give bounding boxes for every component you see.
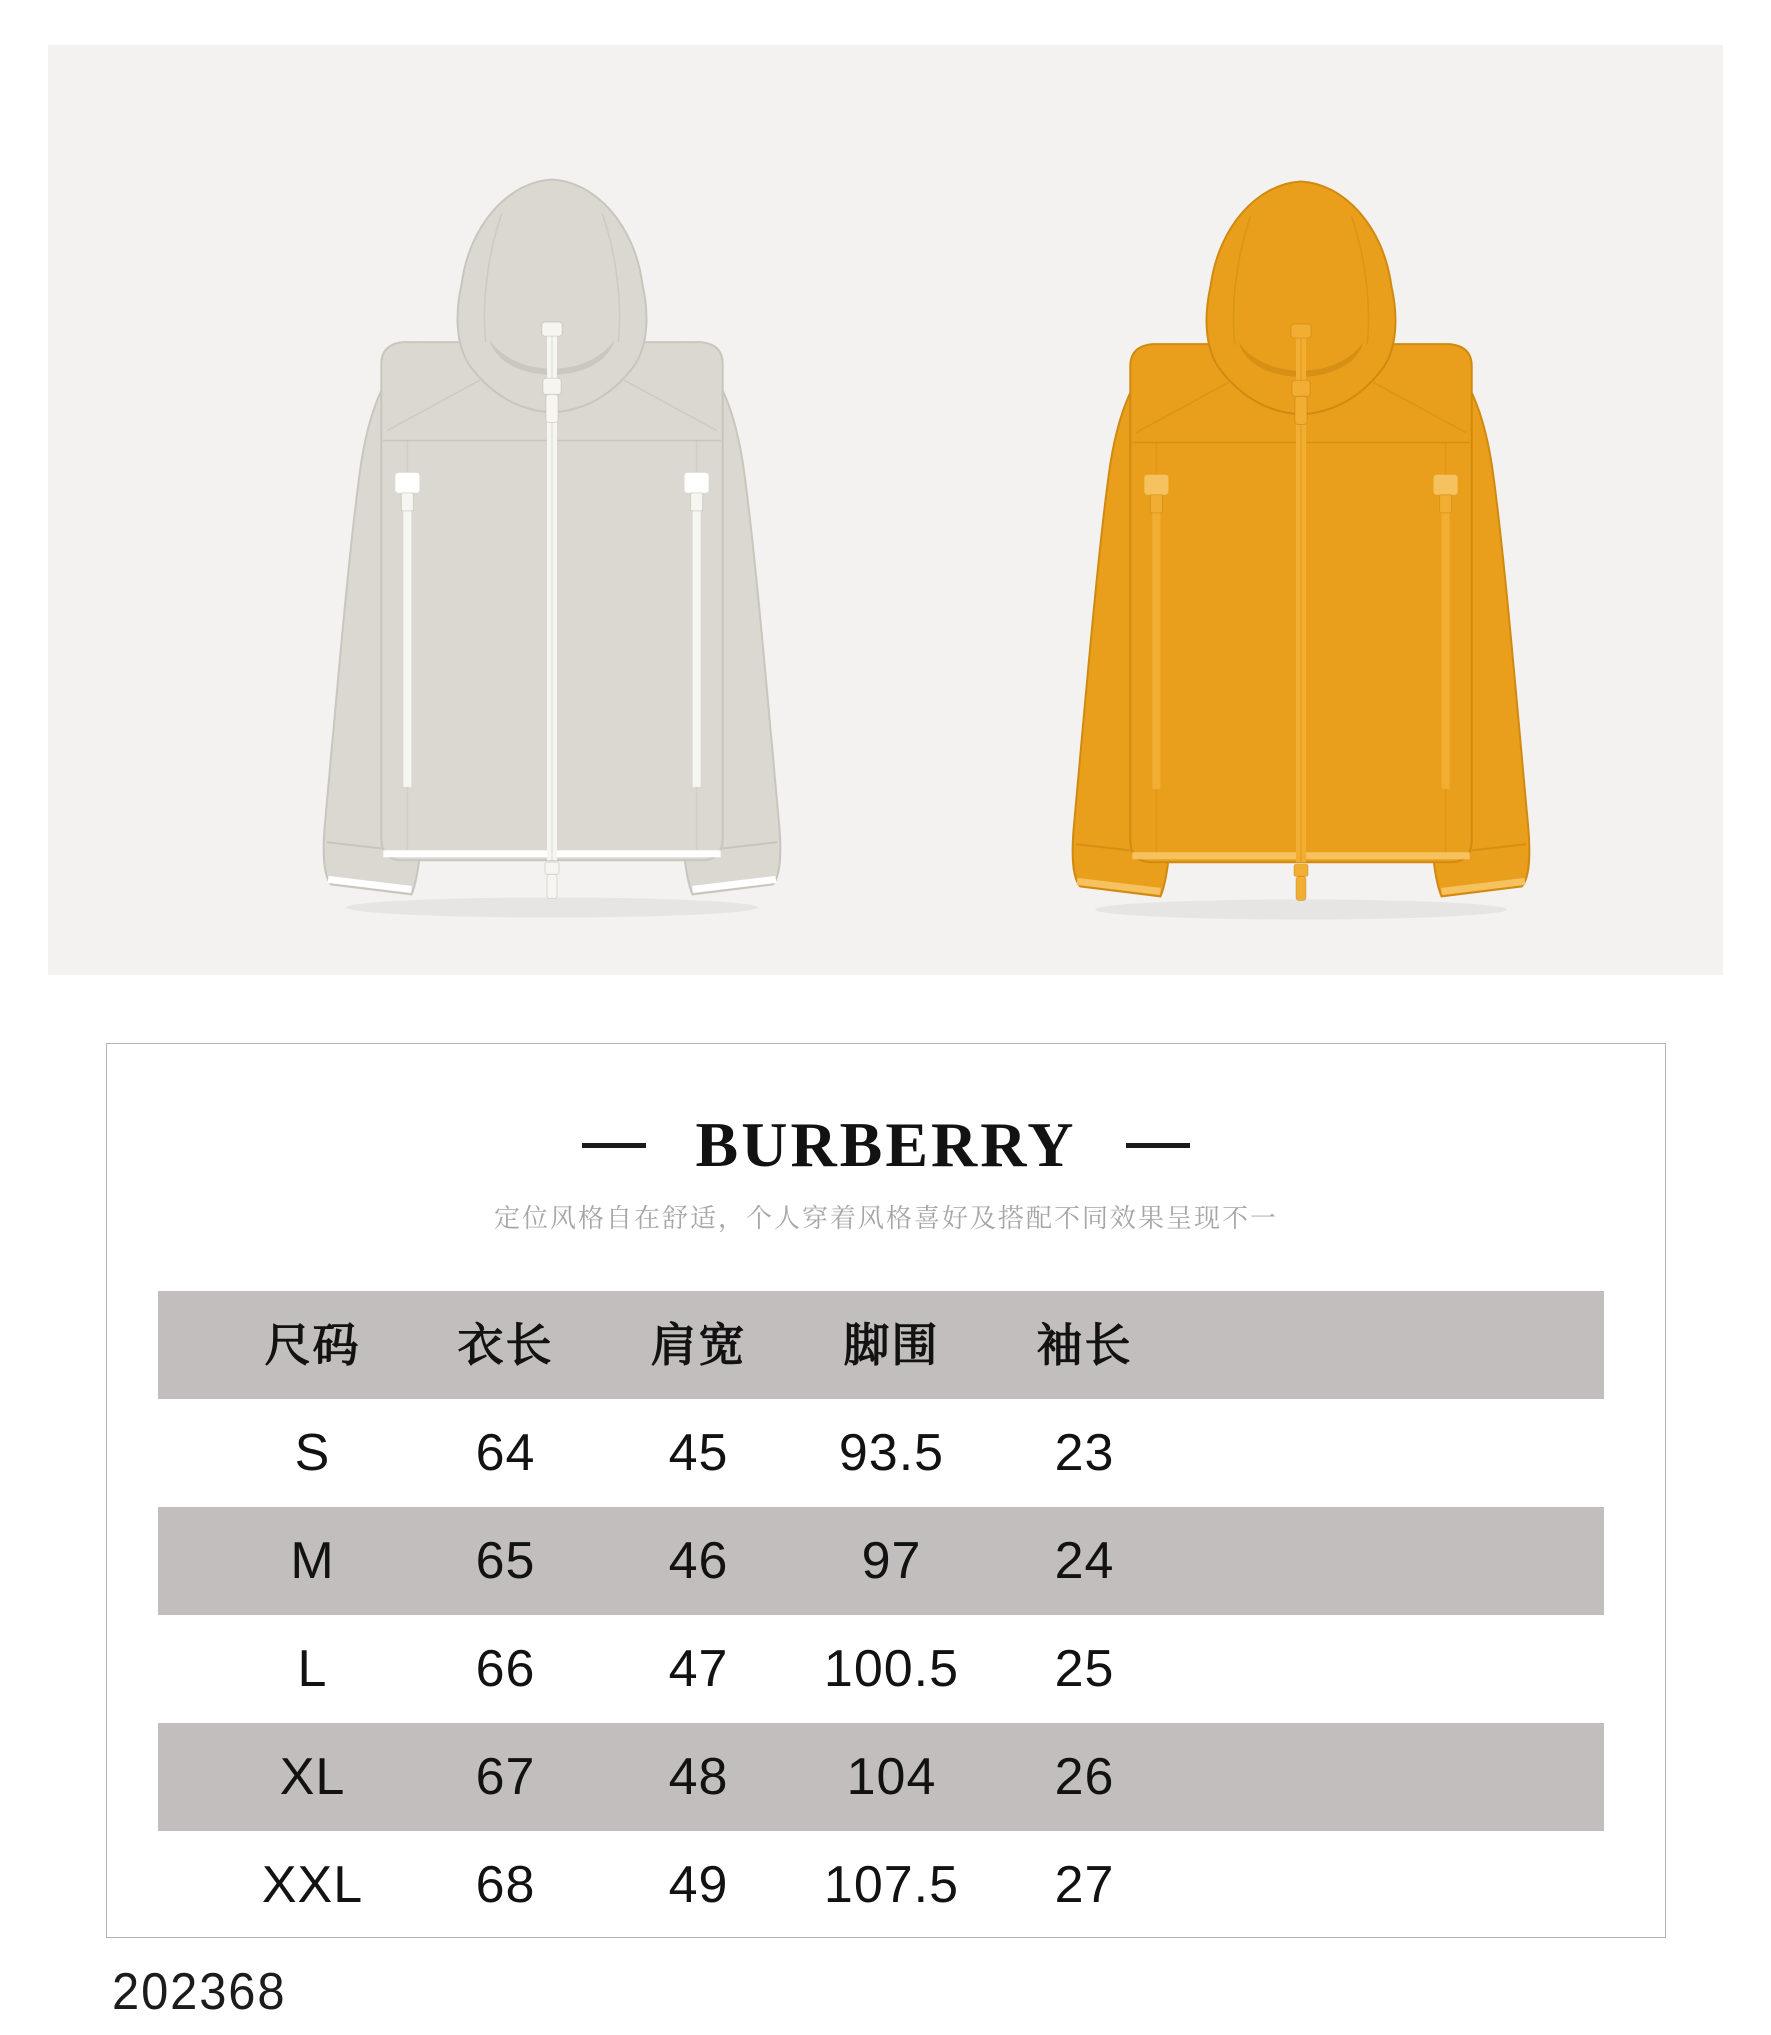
product-tagline: 定位风格自在舒适，个人穿着风格喜好及搭配不同效果呈现不一 [493, 1203, 1278, 1233]
length-value: 68 [475, 1856, 536, 1914]
hem-value: 100.5 [823, 1640, 960, 1698]
shoulder-value: 46 [668, 1532, 729, 1590]
sku-number: 202368 [112, 1963, 287, 2021]
length-value: 64 [475, 1424, 536, 1482]
header-shoulder: 肩宽 [650, 1319, 747, 1371]
size-chart-card [106, 1043, 1666, 1938]
size-label: XL [279, 1748, 346, 1806]
size-label: M [290, 1532, 335, 1590]
table-row-s [158, 1399, 1604, 1507]
sleeve-value: 27 [1054, 1856, 1115, 1914]
brand-name: BURBERRY [695, 1109, 1077, 1180]
table-row-xl [158, 1723, 1604, 1831]
sleeve-value: 25 [1054, 1640, 1115, 1698]
sleeve-value: 26 [1054, 1748, 1115, 1806]
left-dash-icon [582, 1143, 646, 1148]
header-length: 衣长 [457, 1319, 554, 1371]
right-dash-icon [1126, 1143, 1190, 1148]
header-hem: 脚围 [843, 1319, 940, 1371]
product-photo-panel [48, 45, 1723, 975]
size-table [158, 1291, 1604, 1939]
header-size: 尺码 [264, 1319, 361, 1371]
brand-header [107, 1102, 1665, 1188]
hem-value: 93.5 [838, 1424, 945, 1482]
table-row-m [158, 1507, 1604, 1615]
length-value: 65 [475, 1532, 536, 1590]
sleeve-value: 24 [1054, 1532, 1115, 1590]
shoulder-value: 49 [668, 1856, 729, 1914]
size-label: S [294, 1424, 331, 1482]
size-label: L [297, 1640, 328, 1698]
hem-value: 97 [861, 1532, 922, 1590]
header-sleeve: 袖长 [1036, 1319, 1133, 1371]
length-value: 67 [475, 1748, 536, 1806]
shoulder-value: 47 [668, 1640, 729, 1698]
table-row-l [158, 1615, 1604, 1723]
sleeve-value: 23 [1054, 1424, 1115, 1482]
size-table-header-row [158, 1291, 1604, 1399]
jacket-photo-stone [311, 171, 793, 925]
table-row-xxl [158, 1831, 1604, 1939]
size-label: XXL [261, 1856, 364, 1914]
hem-value: 107.5 [823, 1856, 960, 1914]
hem-value: 104 [846, 1748, 937, 1806]
length-value: 66 [475, 1640, 536, 1698]
jacket-photo-marigold [1060, 173, 1542, 927]
shoulder-value: 48 [668, 1748, 729, 1806]
shoulder-value: 45 [668, 1424, 729, 1482]
